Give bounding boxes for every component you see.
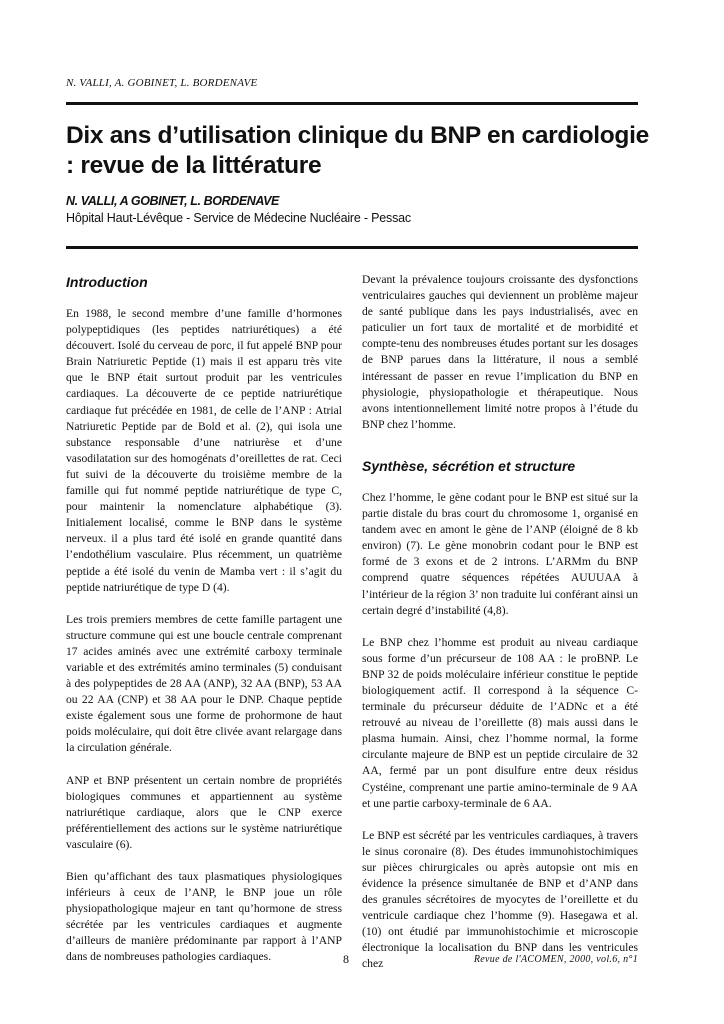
author-list: N. VALLI, A GOBINET, L. BORDENAVE <box>66 194 279 208</box>
page-number: 8 <box>343 952 349 966</box>
header-rule <box>66 102 638 105</box>
affiliation: Hôpital Haut-Lévêque - Service de Médecine Nucléaire - Pessac <box>66 211 411 225</box>
right-column <box>362 272 638 973</box>
paragraph: Le BNP est sécrété par les ventricules cardiaques, à travers le sinus coronaire (8). Des études immunohistochimiques sur pièces chirurgicales ou après autopsie ont mis en évidence la présence simultanée de BNP et d’ANP dans des granules sécrétoires de myocytes de l’oreillette et du ventricule cardiaque chez l’homme (9). Hasegawa et al. (10) ont étudié par immunohistochimie et microscopie électronique la localisation du BNP dans les ventricules chez <box>362 828 638 971</box>
section-heading-introduction: Introduction <box>66 274 148 290</box>
running-head: N. VALLI, A. GOBINET, L. BORDENAVE <box>66 77 258 89</box>
journal-reference: Revue de l'ACOMEN, 2000, vol.6, n°1 <box>473 954 638 965</box>
title-block-rule <box>66 246 638 249</box>
paragraph: Devant la prévalence toujours croissante des dysfonctions ventriculaires gauches qui deviennent un problème majeur de santé publique dans les pays industrialisés, avec en paticulier un fort taux de mortalité et de morbidité et compte-tenu des nombreuses études portant sur les dosages de BNP parues dans la littérature, il nous a semblé intéressant de passer en revue l’implication du BNP en physiologie, physiopathologie et thérapeutique. Nous avons intentionnellement limité notre propos à l’étude du BNP chez l’homme. <box>362 273 638 431</box>
paragraph: Bien qu’affichant des taux plasmatiques physiologiques inférieurs à ceux de l’ANP, le BNP joue un rôle physiopathologique majeur en tant qu’hormone de stress sécrétée par les ventricules cardiaques et augmente d’ailleurs de manière prédominante par rapport à l’ANP dans de nombreuses pathologies cardiaques. <box>66 870 342 964</box>
paragraph: Les trois premiers membres de cette famille partagent une structure commune qui est une boucle centrale comprenant 17 acides aminés avec une extrémité carboxy terminale variable et des extrémités amino terminales (5) conduisant à des polypeptides de 28 AA (ANP), 32 AA (BNP), 53 AA ou 22 AA (CNP) et 38 AA pour le DNP. Chaque peptide existe également sous une forme de prohormone de haut poids moléculaire, qui doit être clivée avant relargage dans la circulation générale. <box>66 612 342 755</box>
article-title: Dix ans d’utilisation clinique du BNP en cardiologie : revue de la littérature <box>66 122 649 179</box>
section-heading-synthese: Synthèse, sécrétion et structure <box>362 457 576 474</box>
paragraph: En 1988, le second membre d’une famille d’hormones polypeptidiques (les peptides natriurétiques) a été découvert. Isolé du cerveau de porc, il fut appelé BNP pour Brain Natriuretic Peptide (1) mais il est apparu très vite que le BNP était surtout produit par les ventricules cardiaques. La découverte de ce peptide natriurétique cardiaque fut précédée en 1981, de celle de l’ANP : Atrial Natriuretic Peptide par de Bold et al. (2), qui isola une substance responsable d’une natriurèse et d’une vasodilatation sur des homogénats d’oreillettes de rat. Ceci fut suivi de la découverte du troisième membre de la famille qui fut nommé peptide natriurétique de type C, pour maintenir la nomenclature alphabétique (3). Initialement localisé, comme le BNP dans le système nerveux. il a plus tard été isolé en grande quantité dans l’endothélium vasculaire. Plus récemment, un quatrième peptide a été isolé du venin de Mamba vert : il s’agit du peptide natriurétique de type D (4). <box>66 307 342 594</box>
paragraph: ANP et BNP présentent un certain nombre de propriétés biologiques communes et appartiennent au système natriurétique cardiaque, alors que le CNP exerce préférentiellement des actions sur le système natriurétique vasculaire (6). <box>66 773 342 851</box>
paragraph: Le BNP chez l’homme est produit au niveau cardiaque sous forme d’un précurseur de 108 AA : le proBNP. Le BNP 32 de poids moléculaire inférieur constitue le peptide biologiquement actif. Il correspond à la séquence C-terminale du précurseur déduite de l’ADNc et a été retrouvé au niveau de l’oreillette (8) mais aussi dans le plasma humain. Ainsi, chez l’homme normal, la forme circulante majeure de BNP est un peptide circulaire de 32 AA, fermé par un pont disulfure entre deux résidus Cystéine, comprenant une partie amino-terminale de 9 AA et une partie carboxy-terminale de 6 AA. <box>362 635 638 810</box>
left-column <box>66 272 342 966</box>
paragraph: Chez l’homme, le gène codant pour le BNP est situé sur la partie distale du bras court du chromosome 1, organisé en tandem avec en amont le gène de l’ANP (éloigné de 8 kb environ) (7). Le gène monobrin codant pour le BNP est formé de 3 exons et de 2 introns. L’ARMm du BNP comprend quatre séquences répétées AUUUAA à l’intérieur de la région 3’ non traduite lui conférant ainsi un certain degré d’instabilité (4,8). <box>362 490 638 617</box>
